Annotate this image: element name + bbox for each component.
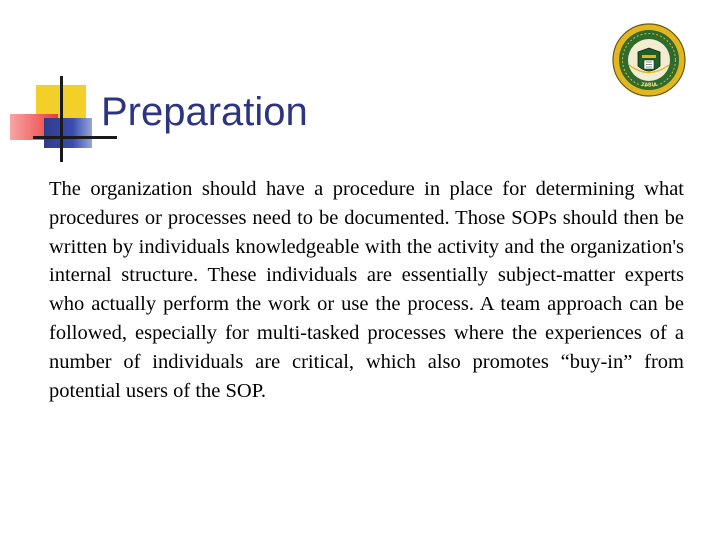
title-accent-blue-block	[44, 118, 92, 148]
body-paragraph: The organization should have a procedure in place for determining what procedures or processes need to be documented. Those SOPs should then be written by individuals knowledgeable with the activity and the organization's internal structure. These individuals are essentially subject-matter experts who actually perform the work or use the process. A team approach can be followed, especially for multi-tasked processes where the experiences of a number of individuals are critical, which also promotes “buy-in” from potential users of the SOP.	[49, 178, 684, 402]
slide-title: Preparation	[101, 90, 308, 134]
university-seal-icon	[611, 22, 687, 98]
seal-lower-text: ZARIA	[641, 83, 657, 88]
title-accent-vertical-line	[60, 76, 63, 162]
